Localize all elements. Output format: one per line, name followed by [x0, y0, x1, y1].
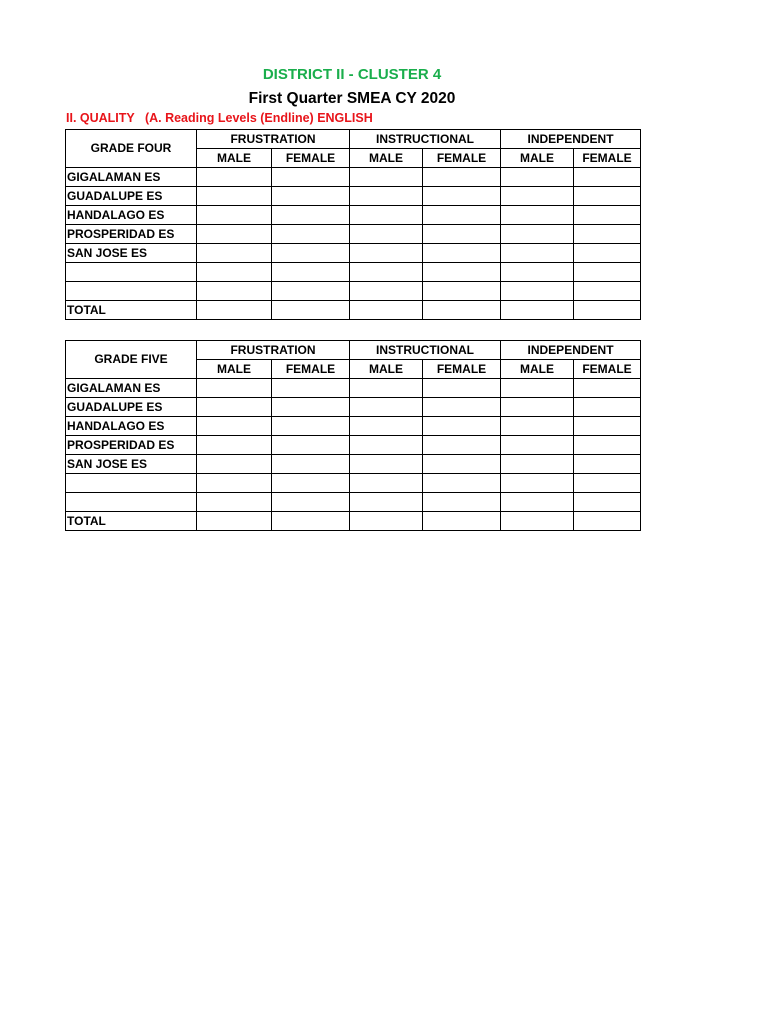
- data-cell[interactable]: [501, 263, 574, 282]
- data-cell[interactable]: [272, 398, 350, 417]
- group-header-independent: INDEPENDENT: [501, 341, 641, 360]
- table-row: [66, 206, 641, 225]
- data-cell[interactable]: [197, 493, 272, 512]
- data-cell[interactable]: [197, 225, 272, 244]
- subheader-male: MALE: [197, 360, 272, 379]
- data-cell[interactable]: [197, 263, 272, 282]
- subheader-male: MALE: [501, 149, 574, 168]
- school-name: SAN JOSE ES: [66, 244, 197, 263]
- total-label: TOTAL: [66, 512, 197, 531]
- data-cell[interactable]: [272, 417, 350, 436]
- data-cell[interactable]: [197, 474, 272, 493]
- data-cell[interactable]: [272, 512, 350, 531]
- subheader-male: MALE: [350, 149, 423, 168]
- data-cell[interactable]: [574, 436, 641, 455]
- section-heading: II. QUALITY (A. Reading Levels (Endline) ENGLISH: [66, 111, 373, 125]
- data-cell[interactable]: [272, 168, 350, 187]
- data-cell[interactable]: [574, 187, 641, 206]
- table-row: [66, 455, 641, 474]
- data-cell[interactable]: [197, 455, 272, 474]
- data-cell[interactable]: [350, 455, 423, 474]
- table-row: [66, 168, 641, 187]
- table-row: [66, 398, 641, 417]
- data-cell[interactable]: [272, 263, 350, 282]
- subheader-male: MALE: [350, 360, 423, 379]
- data-cell[interactable]: [574, 225, 641, 244]
- table-row: [66, 263, 641, 282]
- data-cell[interactable]: [423, 168, 501, 187]
- subheader-female: FEMALE: [423, 360, 501, 379]
- table-row: [66, 436, 641, 455]
- school-name: GUADALUPE ES: [66, 187, 197, 206]
- total-label: TOTAL: [66, 301, 197, 320]
- table-row: [66, 493, 641, 512]
- data-cell[interactable]: [574, 493, 641, 512]
- school-name: GUADALUPE ES: [66, 398, 197, 417]
- subheader-female: FEMALE: [272, 360, 350, 379]
- table-row: [66, 474, 641, 493]
- data-cell[interactable]: [350, 263, 423, 282]
- data-cell[interactable]: [197, 187, 272, 206]
- data-cell[interactable]: [197, 398, 272, 417]
- data-cell[interactable]: [501, 206, 574, 225]
- data-cell[interactable]: [423, 225, 501, 244]
- subheader-male: MALE: [501, 360, 574, 379]
- data-cell[interactable]: [574, 417, 641, 436]
- data-cell[interactable]: [350, 168, 423, 187]
- data-cell[interactable]: [423, 282, 501, 301]
- data-cell[interactable]: [501, 225, 574, 244]
- data-cell[interactable]: [501, 436, 574, 455]
- data-cell[interactable]: [272, 436, 350, 455]
- data-cell[interactable]: [350, 206, 423, 225]
- data-cell[interactable]: [574, 474, 641, 493]
- data-cell[interactable]: [501, 417, 574, 436]
- data-cell[interactable]: [350, 493, 423, 512]
- school-name: SAN JOSE ES: [66, 455, 197, 474]
- table-row: [66, 417, 641, 436]
- data-cell[interactable]: [574, 379, 641, 398]
- data-cell[interactable]: [197, 206, 272, 225]
- group-header-frustration: FRUSTRATION: [197, 341, 350, 360]
- data-cell[interactable]: [197, 244, 272, 263]
- data-cell[interactable]: [272, 244, 350, 263]
- data-cell[interactable]: [501, 512, 574, 531]
- data-cell[interactable]: [423, 244, 501, 263]
- data-cell[interactable]: [423, 455, 501, 474]
- school-name: GIGALAMAN ES: [66, 379, 197, 398]
- data-cell[interactable]: [350, 379, 423, 398]
- data-cell[interactable]: [197, 168, 272, 187]
- district-title: DISTRICT II - CLUSTER 4: [262, 66, 442, 83]
- data-cell[interactable]: [501, 474, 574, 493]
- grade-label: GRADE FOUR: [66, 130, 197, 168]
- data-cell[interactable]: [423, 187, 501, 206]
- subheader-female: FEMALE: [272, 149, 350, 168]
- table-row: [66, 225, 641, 244]
- data-cell[interactable]: [574, 263, 641, 282]
- school-name: HANDALAGO ES: [66, 417, 197, 436]
- school-name: PROSPERIDAD ES: [66, 225, 197, 244]
- data-cell[interactable]: [501, 282, 574, 301]
- data-cell[interactable]: [423, 398, 501, 417]
- school-name: PROSPERIDAD ES: [66, 436, 197, 455]
- data-cell[interactable]: [574, 206, 641, 225]
- school-name: [66, 474, 197, 493]
- data-cell[interactable]: [350, 417, 423, 436]
- table-row: [66, 379, 641, 398]
- subheader-female: FEMALE: [574, 149, 641, 168]
- group-header-frustration: FRUSTRATION: [197, 130, 350, 149]
- data-cell[interactable]: [423, 301, 501, 320]
- data-cell[interactable]: [501, 187, 574, 206]
- grade-four-body: [66, 168, 641, 320]
- grade-four-table: [65, 129, 641, 320]
- data-cell[interactable]: [501, 301, 574, 320]
- group-header-independent: INDEPENDENT: [501, 130, 641, 149]
- data-cell[interactable]: [197, 436, 272, 455]
- data-cell[interactable]: [350, 436, 423, 455]
- table-row: [66, 282, 641, 301]
- data-cell[interactable]: [272, 455, 350, 474]
- data-cell[interactable]: [272, 282, 350, 301]
- data-cell[interactable]: [350, 187, 423, 206]
- data-cell[interactable]: [350, 244, 423, 263]
- data-cell[interactable]: [574, 168, 641, 187]
- data-cell[interactable]: [272, 206, 350, 225]
- data-cell[interactable]: [350, 512, 423, 531]
- data-cell[interactable]: [574, 244, 641, 263]
- data-cell[interactable]: [423, 417, 501, 436]
- data-cell[interactable]: [272, 493, 350, 512]
- group-header-instructional: INSTRUCTIONAL: [350, 130, 501, 149]
- data-cell[interactable]: [501, 168, 574, 187]
- data-cell[interactable]: [423, 379, 501, 398]
- grade-five-table: [65, 340, 641, 531]
- data-cell[interactable]: [501, 379, 574, 398]
- school-name: [66, 282, 197, 301]
- grade-label: GRADE FIVE: [66, 341, 197, 379]
- school-name: HANDALAGO ES: [66, 206, 197, 225]
- subheader-female: FEMALE: [423, 149, 501, 168]
- data-cell[interactable]: [197, 379, 272, 398]
- data-cell[interactable]: [423, 436, 501, 455]
- data-cell[interactable]: [501, 244, 574, 263]
- data-cell[interactable]: [272, 474, 350, 493]
- school-name: [66, 493, 197, 512]
- grade-five-body: [66, 379, 641, 531]
- data-cell[interactable]: [272, 187, 350, 206]
- data-cell[interactable]: [197, 301, 272, 320]
- data-cell[interactable]: [574, 301, 641, 320]
- data-cell[interactable]: [350, 225, 423, 244]
- data-cell[interactable]: [272, 301, 350, 320]
- data-cell[interactable]: [423, 474, 501, 493]
- subheader-male: MALE: [197, 149, 272, 168]
- data-cell[interactable]: [501, 493, 574, 512]
- school-name: GIGALAMAN ES: [66, 168, 197, 187]
- table-row: [66, 244, 641, 263]
- total-row: [66, 512, 641, 531]
- report-subtitle: First Quarter SMEA CY 2020: [248, 90, 456, 107]
- data-cell[interactable]: [350, 301, 423, 320]
- data-cell[interactable]: [501, 455, 574, 474]
- data-cell[interactable]: [574, 398, 641, 417]
- data-cell[interactable]: [197, 282, 272, 301]
- data-cell[interactable]: [272, 225, 350, 244]
- data-cell[interactable]: [574, 455, 641, 474]
- subheader-female: FEMALE: [574, 360, 641, 379]
- data-cell[interactable]: [574, 512, 641, 531]
- data-cell[interactable]: [350, 282, 423, 301]
- data-cell[interactable]: [350, 398, 423, 417]
- data-cell[interactable]: [423, 206, 501, 225]
- data-cell[interactable]: [423, 493, 501, 512]
- data-cell[interactable]: [350, 474, 423, 493]
- total-row: [66, 301, 641, 320]
- school-name: [66, 263, 197, 282]
- table-row: [66, 187, 641, 206]
- data-cell[interactable]: [423, 263, 501, 282]
- data-cell[interactable]: [197, 512, 272, 531]
- data-cell[interactable]: [272, 379, 350, 398]
- data-cell[interactable]: [501, 398, 574, 417]
- group-header-instructional: INSTRUCTIONAL: [350, 341, 501, 360]
- data-cell[interactable]: [574, 282, 641, 301]
- data-cell[interactable]: [197, 417, 272, 436]
- data-cell[interactable]: [423, 512, 501, 531]
